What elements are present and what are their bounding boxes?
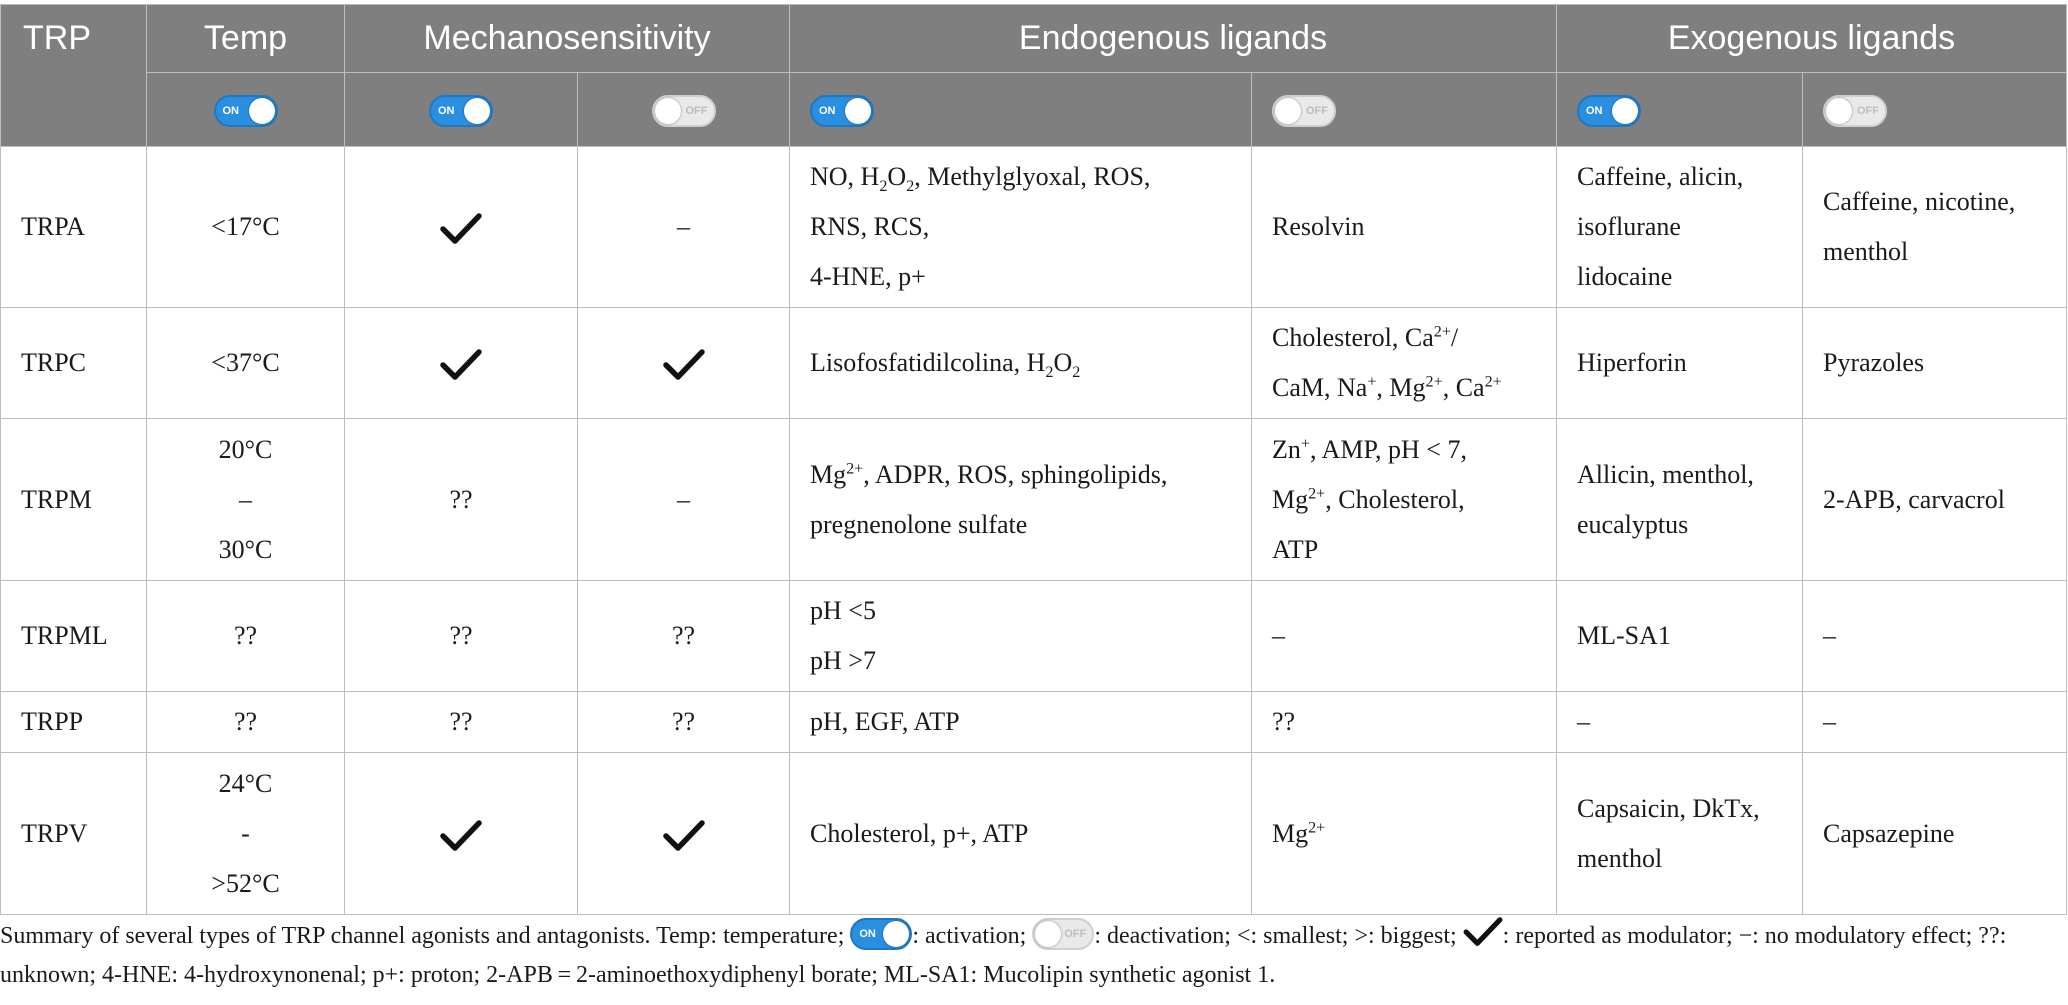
trp-name: TRPM [1, 419, 147, 581]
header-temp: Temp [147, 5, 345, 73]
header-mechano-deactivation [578, 73, 790, 147]
header-endogenous-ligands: Endogenous ligands [790, 5, 1557, 73]
trp-name: TRPML [1, 581, 147, 692]
mech-off-cell [578, 308, 790, 419]
mech-off-cell: ?? [578, 581, 790, 692]
mech-off-cell: ?? [578, 692, 790, 753]
exo-off-cell: 2-APB, carvacrol [1803, 419, 2067, 581]
exo-on-cell: Caffeine, alicin, isoflurane lidocaine [1557, 147, 1803, 308]
exo-on-cell: Capsaicin, DkTx, menthol [1557, 753, 1803, 915]
mech-off-cell [578, 753, 790, 915]
endo-off-cell: $Mg^{2+}$ [1252, 753, 1557, 915]
mech-on-cell [345, 147, 578, 308]
endo-on-cell: pH <5 pH >7 [790, 581, 1252, 692]
exo-on-cell: Hiperforin [1557, 308, 1803, 419]
table-caption: Summary of several types of TRP channel agonists and antagonists. Temp: temperature; ON : activation; OFF : deactivation; <: smallest; >: biggest; : reported as modulator; −: no modulatory effect; ??: unknown; 4-HNE: 4-hydroxynonenal; p+: proton; 2-APB = 2-aminoethoxydiphenyl borate; ML-SA1: Mucolipin synthetic agonist 1. [0, 917, 2060, 995]
temp-cell: <17°C [147, 147, 345, 308]
toggle-on-icon: ON [214, 95, 278, 127]
toggle-on-icon: ON [1577, 95, 1641, 127]
exo-off-cell: Capsazepine [1803, 753, 2067, 915]
header-endo-deactivation [1252, 73, 1557, 147]
checkmark-icon [440, 349, 482, 381]
mech-on-cell [345, 308, 578, 419]
trp-ligands-table [0, 4, 2067, 915]
toggle-off-icon: OFF [1823, 95, 1887, 127]
table-row [1, 419, 2067, 581]
table-row [1, 692, 2067, 753]
endo-off-cell: – [1252, 581, 1557, 692]
trp-name: TRPC [1, 308, 147, 419]
temp-cell: <37°C [147, 308, 345, 419]
endo-off-cell: Resolvin [1252, 147, 1557, 308]
table-row [1, 581, 2067, 692]
toggle-off-icon: OFF [1032, 918, 1094, 950]
endo-off-cell: ?? [1252, 692, 1557, 753]
header-endo-activation [790, 73, 1252, 147]
mech-on-cell: ?? [345, 581, 578, 692]
exo-off-cell: Caffeine, nicotine, menthol [1803, 147, 2067, 308]
mech-on-cell [345, 753, 578, 915]
checkmark-icon [440, 820, 482, 852]
exo-off-cell: Pyrazoles [1803, 308, 2067, 419]
table-row [1, 147, 2067, 308]
trp-name: TRPV [1, 753, 147, 915]
temp-cell: 24°C - >52°C [147, 753, 345, 915]
exo-on-cell: ML-SA1 [1557, 581, 1803, 692]
mech-on-cell: ?? [345, 419, 578, 581]
endo-on-cell: $Mg^{2+}$, ADPR, ROS, sphingolipids, pregnenolone sulfate [790, 419, 1252, 581]
exo-on-cell: – [1557, 692, 1803, 753]
endo-off-cell: Cholesterol, $Ca^{2+}/$ CaM, Na+, $Mg^{2+}$, $Ca^{2+}$ [1252, 308, 1557, 419]
exo-on-cell: Allicin, menthol, eucalyptus [1557, 419, 1803, 581]
checkmark-icon [663, 820, 705, 852]
header-mechano-activation [345, 73, 578, 147]
temp-cell: ?? [147, 692, 345, 753]
checkmark-icon [1463, 917, 1503, 947]
temp-cell: 20°C – 30°C [147, 419, 345, 581]
temp-cell: ?? [147, 581, 345, 692]
endo-on-cell: Cholesterol, p+, ATP [790, 753, 1252, 915]
exo-off-cell: – [1803, 581, 2067, 692]
toggle-off-icon: OFF [652, 95, 716, 127]
table-row [1, 308, 2067, 419]
toggle-on-icon: ON [429, 95, 493, 127]
endo-on-cell: NO, $H_2O_2$, Methylglyoxal, ROS, RNS, RCS, 4-HNE, p+ [790, 147, 1252, 308]
toggle-off-icon: OFF [1272, 95, 1336, 127]
header-temp-activation [147, 73, 345, 147]
toggle-on-icon: ON [810, 95, 874, 127]
mech-off-cell: – [578, 147, 790, 308]
trp-name: TRPP [1, 692, 147, 753]
table-row [1, 753, 2067, 915]
endo-on-cell: pH, EGF, ATP [790, 692, 1252, 753]
trp-name: TRPA [1, 147, 147, 308]
toggle-on-icon: ON [850, 918, 912, 950]
header-exogenous-ligands: Exogenous ligands [1557, 5, 2067, 73]
header-trp: TRP [1, 5, 147, 147]
mech-off-cell: – [578, 419, 790, 581]
checkmark-icon [663, 349, 705, 381]
header-mechanosensitivity: Mechanosensitivity [345, 5, 790, 73]
endo-on-cell: Lisofosfatidilcolina, $H_2O_2$ [790, 308, 1252, 419]
endo-off-cell: Zn+, AMP, pH < 7, $Mg^{2+}$, Cholesterol, ATP [1252, 419, 1557, 581]
exo-off-cell: – [1803, 692, 2067, 753]
checkmark-icon [440, 213, 482, 245]
mech-on-cell: ?? [345, 692, 578, 753]
header-exo-activation [1557, 73, 1803, 147]
header-exo-deactivation [1803, 73, 2067, 147]
